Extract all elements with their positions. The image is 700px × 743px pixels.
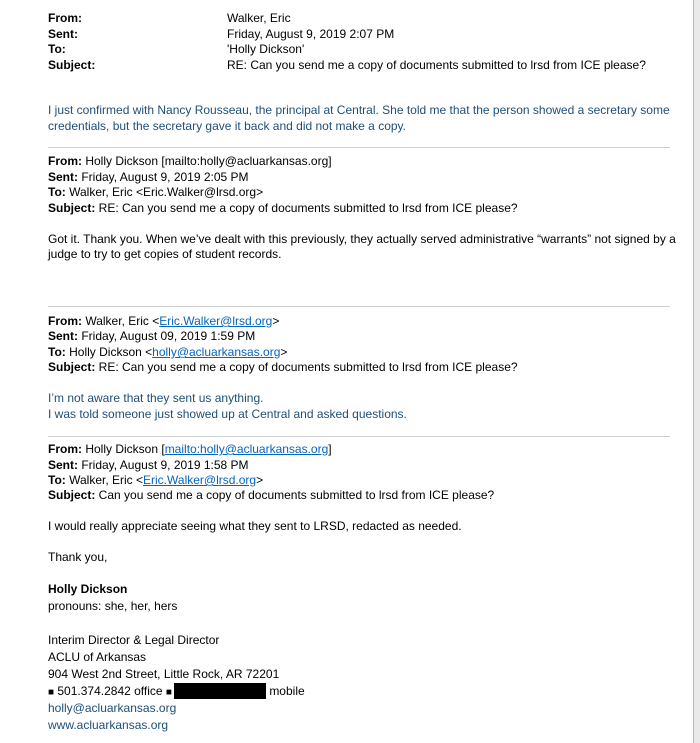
msg4-sent: Sent: Friday, August 9, 2019 1:58 PM: [48, 458, 249, 472]
to-label: To:: [48, 42, 66, 56]
bullet-square-icon: ■: [48, 687, 55, 698]
subject-label: Subject:: [48, 58, 96, 72]
mailto-link[interactable]: mailto:holly@acluarkansas.org: [164, 442, 329, 456]
email-link[interactable]: Eric.Walker@lrsd.org: [143, 473, 257, 487]
msg3-from: From: Walker, Eric <Eric.Walker@lrsd.org>: [48, 314, 280, 328]
signature-address: 904 West 2nd Street, Little Rock, AR 72201: [48, 667, 280, 681]
email-link[interactable]: Eric.Walker@lrsd.org: [159, 314, 273, 328]
msg3-sent: Sent: Friday, August 09, 2019 1:59 PM: [48, 329, 256, 343]
separator: [48, 147, 670, 148]
msg2-to: To: Walker, Eric <Eric.Walker@lrsd.org>: [48, 185, 264, 199]
scroll-edge: [694, 0, 700, 743]
from-label: From:: [48, 11, 82, 25]
email-link[interactable]: holly@acluarkansas.org: [152, 345, 281, 359]
msg1-body-line1: I just confirmed with Nancy Rousseau, the principal at Central. She told me that the person showed a secretary some: [48, 103, 670, 117]
msg3-to: To: Holly Dickson <holly@acluarkansas.org>: [48, 345, 288, 359]
msg2-body-line1: Got it. Thank you. When we’ve dealt with this previously, they actually served administrative “warrants” not signed by a: [48, 232, 676, 246]
msg3-subject: Subject: RE: Can you send me a copy of documents submitted to lrsd from ICE please?: [48, 360, 518, 374]
msg4-to: To: Walker, Eric <Eric.Walker@lrsd.org>: [48, 473, 264, 487]
signature-website[interactable]: www.acluarkansas.org: [48, 718, 169, 732]
msg1-body-line2: credentials, but the secretary gave it back and did not make a copy.: [48, 119, 406, 133]
msg2-sent: Sent: Friday, August 9, 2019 2:05 PM: [48, 170, 249, 184]
signature-phone-line: ■ 501.374.2842 office ■ mobile: [48, 684, 305, 698]
to-value: 'Holly Dickson': [227, 42, 305, 56]
redaction-box: [174, 683, 266, 699]
signature-email[interactable]: holly@acluarkansas.org: [48, 701, 177, 715]
msg2-from: From: Holly Dickson [mailto:holly@acluarkansas.org]: [48, 154, 332, 168]
msg3-body-line2: I was told someone just showed up at Central and asked questions.: [48, 407, 407, 421]
msg4-body-line1: I would really appreciate seeing what they sent to LRSD, redacted as needed.: [48, 519, 462, 533]
from-value: Walker, Eric: [227, 11, 291, 25]
msg2-subject: Subject: RE: Can you send me a copy of documents submitted to lrsd from ICE please?: [48, 201, 518, 215]
msg4-subject: Subject: Can you send me a copy of documents submitted to lrsd from ICE please?: [48, 488, 495, 502]
msg4-thanks: Thank you,: [48, 550, 108, 564]
msg3-body-line1: I’m not aware that they sent us anything.: [48, 391, 264, 405]
msg4-from: From: Holly Dickson [mailto:holly@acluarkansas.org]: [48, 442, 332, 456]
separator: [48, 436, 670, 437]
subject-value: RE: Can you send me a copy of documents submitted to lrsd from ICE please?: [227, 58, 646, 72]
separator: [48, 306, 670, 307]
signature-title: Interim Director & Legal Director: [48, 633, 220, 647]
sent-label: Sent:: [48, 27, 78, 41]
signature-name: Holly Dickson: [48, 582, 128, 596]
signature-org: ACLU of Arkansas: [48, 650, 147, 664]
bullet-square-icon: ■: [165, 687, 172, 698]
signature-pronouns: pronouns: she, her, hers: [48, 599, 178, 613]
sent-value: Friday, August 9, 2019 2:07 PM: [227, 27, 395, 41]
msg2-body-line2: judge to try to get copies of student records.: [48, 247, 282, 261]
